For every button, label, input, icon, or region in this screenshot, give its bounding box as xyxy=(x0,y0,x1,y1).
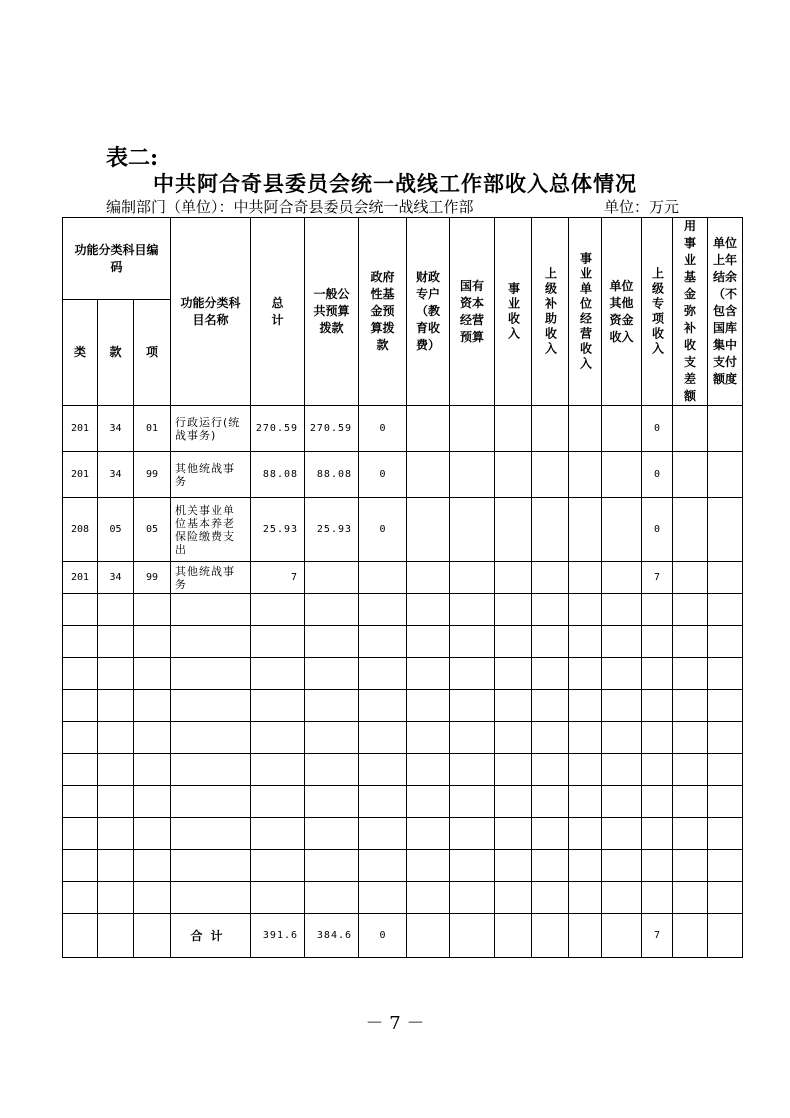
cell-lei: 208 xyxy=(63,498,98,562)
total-total: 391.6 xyxy=(251,914,305,958)
cell-lei: 201 xyxy=(63,562,98,594)
empty-row xyxy=(63,786,743,818)
empty-row xyxy=(63,658,743,690)
cell-gov-fund: 0 xyxy=(359,498,407,562)
page-number: － 7 － xyxy=(365,1013,425,1034)
cell-name: 机关事业单位基本养老保险缴费支出 xyxy=(171,498,251,562)
cell-lei: 201 xyxy=(63,452,98,498)
cell-upper-special: 0 xyxy=(642,406,673,452)
cell-name: 行政运行(统战事务) xyxy=(171,406,251,452)
cell-total: 7 xyxy=(251,562,305,594)
header-last-year: 单位上年结余（不包含国库集中支付额度 xyxy=(708,218,743,406)
header-fiscal-special: 财政专户（教育收费） xyxy=(407,218,450,406)
cell-kuan: 34 xyxy=(98,406,134,452)
cell-kuan: 34 xyxy=(98,452,134,498)
table-row xyxy=(63,498,743,562)
cell-total: 25.93 xyxy=(251,498,305,562)
table-label: 表二: xyxy=(106,145,159,171)
cell-name: 其他统战事务 xyxy=(171,452,251,498)
cell-xiang: 05 xyxy=(134,498,171,562)
cell-upper-special: 7 xyxy=(642,562,673,594)
total-row xyxy=(63,914,743,958)
income-table xyxy=(62,217,743,958)
table-row xyxy=(63,452,743,498)
empty-row xyxy=(63,594,743,626)
header-xiang: 项 xyxy=(134,300,171,406)
cell-kuan: 34 xyxy=(98,562,134,594)
cell-general xyxy=(305,562,359,594)
header-state-capital: 国有资本经营预算 xyxy=(450,218,495,406)
cell-total: 88.08 xyxy=(251,452,305,498)
cell-xiang: 01 xyxy=(134,406,171,452)
cell-lei: 201 xyxy=(63,406,98,452)
header-upper-subsidy: 上级补助收入 xyxy=(532,218,569,406)
header-unit-other: 单位其他资金收入 xyxy=(602,218,642,406)
cell-upper-special: 0 xyxy=(642,452,673,498)
header-fund-balance: 用事业基金弥补收支差额 xyxy=(673,218,708,406)
cell-upper-special: 0 xyxy=(642,498,673,562)
header-total: 总计 xyxy=(251,218,305,406)
header-gov-fund: 政府性基金预算拨款 xyxy=(359,218,407,406)
total-upper-special: 7 xyxy=(642,914,673,958)
empty-row xyxy=(63,882,743,914)
cell-general: 270.59 xyxy=(305,406,359,452)
cell-general: 88.08 xyxy=(305,452,359,498)
empty-row xyxy=(63,754,743,786)
header-name: 功能分类科目名称 xyxy=(171,218,251,406)
cell-general: 25.93 xyxy=(305,498,359,562)
empty-row xyxy=(63,690,743,722)
cell-gov-fund: 0 xyxy=(359,452,407,498)
header-business-income: 事业收入 xyxy=(495,218,532,406)
compiling-unit: 编制部门（单位）：中共阿合奇县委员会统一战线工作部 xyxy=(106,198,474,216)
empty-row xyxy=(63,722,743,754)
header-lei: 类 xyxy=(63,300,98,406)
header-general-budget: 一般公共预算拨款 xyxy=(305,218,359,406)
header-upper-special: 上级专项收入 xyxy=(642,218,673,406)
header-kuan: 款 xyxy=(98,300,134,406)
empty-row xyxy=(63,626,743,658)
table-row xyxy=(63,406,743,452)
table-row xyxy=(63,562,743,594)
empty-row xyxy=(63,850,743,882)
cell-gov-fund: 0 xyxy=(359,406,407,452)
currency-unit: 单位：万元 xyxy=(604,198,680,216)
total-gov-fund: 0 xyxy=(359,914,407,958)
cell-xiang: 99 xyxy=(134,452,171,498)
total-label: 合计 xyxy=(171,914,251,958)
total-general: 384.6 xyxy=(305,914,359,958)
page-title: 中共阿合奇县委员会统一战线工作部收入总体情况 xyxy=(153,171,637,196)
header-code-group: 功能分类科目编码 xyxy=(63,218,171,300)
cell-total: 270.59 xyxy=(251,406,305,452)
header-unit-operation: 事业单位经营收入 xyxy=(569,218,602,406)
cell-gov-fund xyxy=(359,562,407,594)
cell-name: 其他统战事务 xyxy=(171,562,251,594)
cell-xiang: 99 xyxy=(134,562,171,594)
empty-row xyxy=(63,818,743,850)
cell-kuan: 05 xyxy=(98,498,134,562)
